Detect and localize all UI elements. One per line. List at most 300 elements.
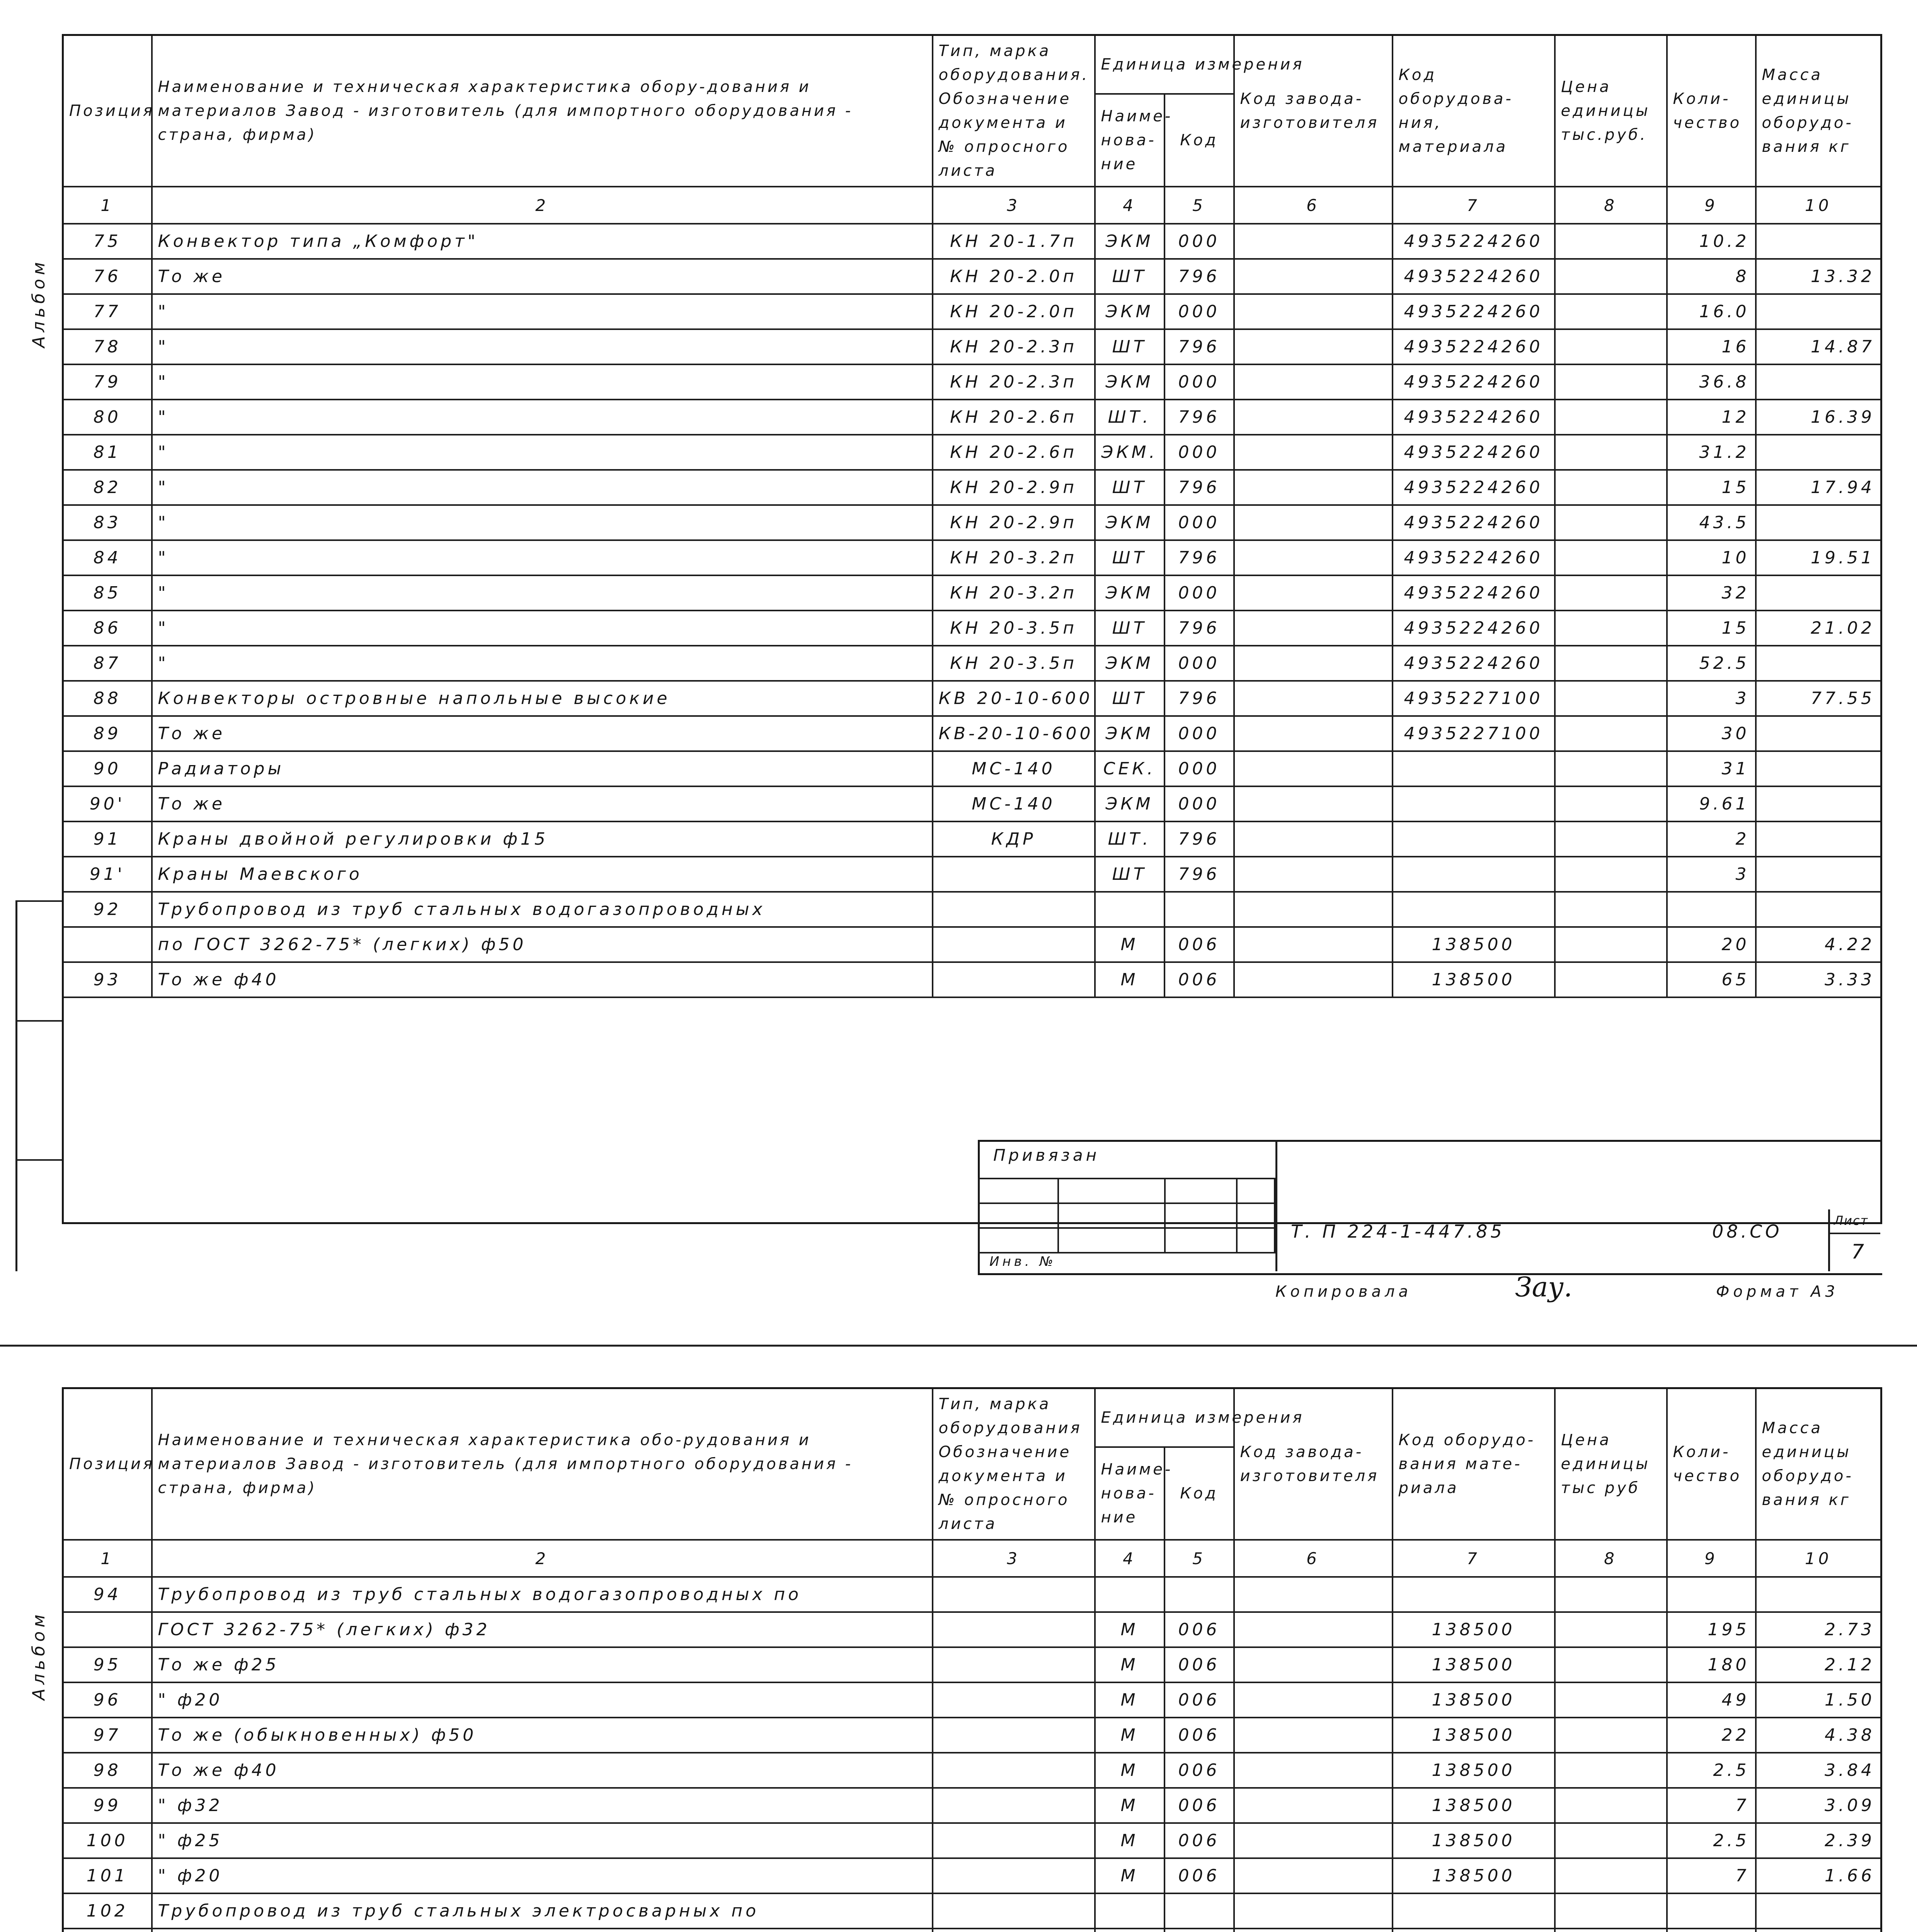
cell-qty: 180 <box>1667 1647 1756 1682</box>
cell-name: " <box>152 540 933 575</box>
cell-type <box>933 1788 1095 1823</box>
cell-un: ЭКМ <box>1095 294 1165 329</box>
cell-mass: 21.02 <box>1756 611 1881 646</box>
cell-mass <box>1756 505 1881 540</box>
cell-mass: 1.66 <box>1756 1858 1881 1893</box>
cell-pos: 92 <box>63 892 152 927</box>
table-row <box>63 716 1881 751</box>
cell-factory <box>1234 1682 1393 1718</box>
cell-un: ШТ <box>1095 259 1165 294</box>
cell-price <box>1555 400 1667 435</box>
table-row <box>63 505 1881 540</box>
cell-price <box>1555 892 1667 927</box>
cell-price <box>1555 646 1667 681</box>
cell-factory <box>1234 470 1393 505</box>
cell-code: 138500 <box>1393 1682 1555 1718</box>
cell-pos: 89 <box>63 716 152 751</box>
cell-un: СЕК. <box>1095 751 1165 786</box>
cell-factory <box>1234 400 1393 435</box>
cell-uc: 006 <box>1165 1612 1234 1647</box>
cell-factory <box>1234 1788 1393 1823</box>
cell-factory <box>1234 786 1393 821</box>
cell-price <box>1555 611 1667 646</box>
cell-code <box>1393 1893 1555 1929</box>
cell-name: " <box>152 435 933 470</box>
col-num: 8 <box>1555 187 1667 224</box>
cell-price <box>1555 435 1667 470</box>
cell-type <box>933 1858 1095 1893</box>
cell-price <box>1555 786 1667 821</box>
cell-price <box>1555 364 1667 400</box>
header-mass: Масса единицы оборудо-вания кг <box>1756 35 1881 187</box>
cell-un: ШТ <box>1095 470 1165 505</box>
cell-qty: 31.2 <box>1667 435 1756 470</box>
header-unit: Единица измерения <box>1095 1388 1234 1447</box>
header-price: Цена единицы тыс.руб. <box>1555 35 1667 187</box>
cell-pos: 91' <box>63 857 152 892</box>
cell-price <box>1555 927 1667 962</box>
cell-qty: 10 <box>1667 540 1756 575</box>
table-row <box>63 962 1881 997</box>
cell-type <box>933 892 1095 927</box>
col-num: 9 <box>1667 187 1756 224</box>
col-num: 1 <box>63 187 152 224</box>
cell-type <box>933 1612 1095 1647</box>
cell-uc: 006 <box>1165 1647 1234 1682</box>
cell-pos: 97 <box>63 1718 152 1753</box>
table-row <box>63 1858 1881 1893</box>
cell-code <box>1393 1577 1555 1612</box>
cell-uc: 006 <box>1165 1682 1234 1718</box>
cell-un <box>1095 892 1165 927</box>
cell-code <box>1393 821 1555 857</box>
table-row <box>63 400 1881 435</box>
cell-price <box>1555 505 1667 540</box>
cell-factory <box>1234 575 1393 611</box>
cell-un: М <box>1095 1647 1165 1682</box>
cell-type: КН 20-2.3п <box>933 329 1095 364</box>
cell-un: ШТ <box>1095 611 1165 646</box>
cell-type <box>933 1823 1095 1858</box>
cell-code: 4935224260 <box>1393 435 1555 470</box>
table-row <box>63 540 1881 575</box>
table-row <box>63 329 1881 364</box>
cell-mass <box>1756 751 1881 786</box>
cell-price <box>1555 1682 1667 1718</box>
cell-name: " <box>152 646 933 681</box>
cell-uc <box>1165 1577 1234 1612</box>
cell-type: КН 20-2.9п <box>933 470 1095 505</box>
cell-factory <box>1234 540 1393 575</box>
cell-pos <box>63 1929 152 1932</box>
cell-code: 138500 <box>1393 1718 1555 1753</box>
col-num: 5 <box>1165 187 1234 224</box>
table-row <box>63 1647 1881 1682</box>
cell-pos: 77 <box>63 294 152 329</box>
format-label-1: Формат А3 <box>1716 1283 1839 1301</box>
inv-label-1: Инв. № <box>989 1254 1056 1269</box>
table-row <box>63 1718 1881 1753</box>
cell-name: Трубопровод из труб стальных водогазопроводных <box>152 892 933 927</box>
cell-qty: 49 <box>1667 1682 1756 1718</box>
cell-qty: 7 <box>1667 1858 1756 1893</box>
cell-code: 4935224260 <box>1393 575 1555 611</box>
col-num: 7 <box>1393 187 1555 224</box>
attached-label-1: Привязан <box>993 1146 1100 1165</box>
cell-factory <box>1234 611 1393 646</box>
cell-qty: 3 <box>1667 857 1756 892</box>
cell-mass: 16.39 <box>1756 400 1881 435</box>
col-num: 7 <box>1393 1540 1555 1577</box>
cell-uc: 000 <box>1165 505 1234 540</box>
cell-uc: 006 <box>1165 927 1234 962</box>
cell-name: Трубопровод из труб стальных водогазопроводных по <box>152 1577 933 1612</box>
cell-uc <box>1165 892 1234 927</box>
cell-mass: 2.39 <box>1756 1823 1881 1858</box>
cell-uc: 796 <box>1165 540 1234 575</box>
cell-mass <box>1756 294 1881 329</box>
cell-pos: 85 <box>63 575 152 611</box>
cell-name: " ф25 <box>152 1823 933 1858</box>
cell-name: по ГОСТ 3262-75* (легких) ф50 <box>152 927 933 962</box>
cell-uc: 000 <box>1165 716 1234 751</box>
cell-code <box>1393 1929 1555 1932</box>
cell-factory <box>1234 962 1393 997</box>
cell-name: " <box>152 329 933 364</box>
cell-type: КН 20-2.6п <box>933 400 1095 435</box>
cell-mass: 77.55 <box>1756 681 1881 716</box>
cell-code: 138500 <box>1393 1823 1555 1858</box>
cell-factory <box>1234 1647 1393 1682</box>
cell-name: " <box>152 364 933 400</box>
cell-name: То же ф40 <box>152 962 933 997</box>
cell-name: ГОСТ 3262-75* (легких) ф32 <box>152 1612 933 1647</box>
cell-mass: 2.12 <box>1756 1647 1881 1682</box>
table-row <box>63 1753 1881 1788</box>
cell-mass <box>1756 364 1881 400</box>
cell-mass <box>1756 786 1881 821</box>
cell-name: " <box>152 470 933 505</box>
cell-code: 4935224260 <box>1393 470 1555 505</box>
cell-factory <box>1234 716 1393 751</box>
cell-price <box>1555 540 1667 575</box>
table-row <box>63 892 1881 927</box>
copied-label-1: Копировала <box>1275 1283 1412 1301</box>
cell-code: 138500 <box>1393 1753 1555 1788</box>
cell-name: Конвекторы островные напольные высокие <box>152 681 933 716</box>
cell-qty: 9.61 <box>1667 786 1756 821</box>
cell-code: 4935227100 <box>1393 716 1555 751</box>
cell-un: ЭКМ <box>1095 224 1165 259</box>
table-row <box>63 751 1881 786</box>
table-row <box>63 1682 1881 1718</box>
cell-name: " <box>152 575 933 611</box>
cell-uc: 796 <box>1165 611 1234 646</box>
cell-uc: 796 <box>1165 400 1234 435</box>
cell-mass: 3.09 <box>1756 1788 1881 1823</box>
cell-name: То же <box>152 716 933 751</box>
cell-factory <box>1234 892 1393 927</box>
table-row <box>63 224 1881 259</box>
cell-pos: 95 <box>63 1647 152 1682</box>
cell-qty: 7 <box>1667 1788 1756 1823</box>
col-num: 5 <box>1165 1540 1234 1577</box>
section-code-1: 08.СО <box>1712 1221 1783 1242</box>
table-row <box>63 646 1881 681</box>
cell-type: КН 20-2.0п <box>933 294 1095 329</box>
header-factory: Код завода-изготовителя <box>1234 1388 1393 1540</box>
signature-1: Зау. <box>1515 1271 1573 1303</box>
cell-name: То же (обыкновенных) ф50 <box>152 1718 933 1753</box>
cell-qty: 30 <box>1667 716 1756 751</box>
cell-name: " <box>152 400 933 435</box>
cell-un: М <box>1095 1788 1165 1823</box>
cell-type <box>933 1929 1095 1932</box>
cell-type <box>933 962 1095 997</box>
cell-uc: 006 <box>1165 1858 1234 1893</box>
cell-name: То же <box>152 259 933 294</box>
table-row <box>63 857 1881 892</box>
cell-un: ЭКМ <box>1095 364 1165 400</box>
table-row <box>63 927 1881 962</box>
cell-uc: 796 <box>1165 681 1234 716</box>
cell-uc: 000 <box>1165 364 1234 400</box>
cell-code: 4935227100 <box>1393 681 1555 716</box>
cell-uc: 006 <box>1165 1753 1234 1788</box>
cell-code: 4935224260 <box>1393 364 1555 400</box>
cell-factory <box>1234 505 1393 540</box>
cell-type <box>933 927 1095 962</box>
col-num: 2 <box>152 187 933 224</box>
cell-price <box>1555 329 1667 364</box>
cell-un: М <box>1095 1753 1165 1788</box>
cell-price <box>1555 224 1667 259</box>
cell-price <box>1555 821 1667 857</box>
cell-price <box>1555 1647 1667 1682</box>
cell-uc: 796 <box>1165 329 1234 364</box>
table-row <box>63 575 1881 611</box>
cell-factory <box>1234 1753 1393 1788</box>
cell-un: ШТ. <box>1095 400 1165 435</box>
cell-type <box>933 857 1095 892</box>
cell-uc: 006 <box>1165 1788 1234 1823</box>
cell-un: М <box>1095 1718 1165 1753</box>
cell-price <box>1555 716 1667 751</box>
cell-name: " <box>152 294 933 329</box>
cell-factory <box>1234 1929 1393 1932</box>
cell-uc: 796 <box>1165 821 1234 857</box>
cell-price <box>1555 1858 1667 1893</box>
cell-qty: 22 <box>1667 1718 1756 1753</box>
cell-factory <box>1234 927 1393 962</box>
table-row <box>63 1823 1881 1858</box>
cell-pos: 91 <box>63 821 152 857</box>
cell-pos: 101 <box>63 1858 152 1893</box>
table-row <box>63 1929 1881 1932</box>
cell-qty: 32 <box>1667 575 1756 611</box>
cell-pos: 100 <box>63 1823 152 1858</box>
cell-mass: 4.38 <box>1756 1718 1881 1753</box>
cell-code <box>1393 751 1555 786</box>
cell-qty: 43.5 <box>1667 505 1756 540</box>
cell-price <box>1555 751 1667 786</box>
cell-pos: 82 <box>63 470 152 505</box>
cell-pos: 84 <box>63 540 152 575</box>
cell-un: М <box>1095 927 1165 962</box>
cell-price <box>1555 681 1667 716</box>
cell-uc: 000 <box>1165 751 1234 786</box>
cell-name: То же <box>152 786 933 821</box>
cell-name: Радиаторы <box>152 751 933 786</box>
cell-uc: 796 <box>1165 857 1234 892</box>
header-unit-code: Код <box>1165 1447 1234 1540</box>
cell-type <box>933 1753 1095 1788</box>
cell-code: 4935224260 <box>1393 259 1555 294</box>
cell-mass <box>1756 575 1881 611</box>
cell-mass <box>1756 435 1881 470</box>
header-pos: Позиция <box>63 35 152 187</box>
cell-qty: 65 <box>1667 962 1756 997</box>
col-num: 6 <box>1234 187 1393 224</box>
attached-grid-1 <box>978 1178 1275 1253</box>
cell-pos: 94 <box>63 1577 152 1612</box>
cell-un: ШТ <box>1095 540 1165 575</box>
cell-qty: 8 <box>1667 259 1756 294</box>
cell-factory <box>1234 1612 1393 1647</box>
cell-code: 4935224260 <box>1393 540 1555 575</box>
cell-name: Краны двойной регулировки ф15 <box>152 821 933 857</box>
cell-price <box>1555 1753 1667 1788</box>
cell-uc: 006 <box>1165 1718 1234 1753</box>
cell-pos: 88 <box>63 681 152 716</box>
cell-mass <box>1756 857 1881 892</box>
col-num: 3 <box>933 187 1095 224</box>
cell-code: 138500 <box>1393 962 1555 997</box>
cell-un: ШТ <box>1095 857 1165 892</box>
cell-type: КВ-20-10-600 <box>933 716 1095 751</box>
cell-qty: 10.2 <box>1667 224 1756 259</box>
cell-type: КН 20-2.9п <box>933 505 1095 540</box>
cell-pos: 102 <box>63 1893 152 1929</box>
cell-code: 138500 <box>1393 1647 1555 1682</box>
cell-factory <box>1234 857 1393 892</box>
cell-name: То же ф25 <box>152 1647 933 1682</box>
cell-type <box>933 1577 1095 1612</box>
cell-un: ЭКМ <box>1095 505 1165 540</box>
cell-un: М <box>1095 1682 1165 1718</box>
cell-type: КН 20-2.6п <box>933 435 1095 470</box>
cell-un: ЭКМ <box>1095 646 1165 681</box>
cell-type: КН 20-3.5п <box>933 646 1095 681</box>
col-num: 2 <box>152 1540 933 1577</box>
col-num: 6 <box>1234 1540 1393 1577</box>
cell-type: КДР <box>933 821 1095 857</box>
cell-factory <box>1234 435 1393 470</box>
cell-un: М <box>1095 962 1165 997</box>
header-name: Наименование и техническая характеристика обору-дования и материалов Завод - изготовитель (для импортного оборудования - страна, фирма) <box>152 35 933 187</box>
cell-un: ЭКМ <box>1095 786 1165 821</box>
table-row <box>63 611 1881 646</box>
header-equip-code: Код оборудо-вания мате-риала <box>1393 1388 1555 1540</box>
cell-code: 4935224260 <box>1393 329 1555 364</box>
cell-uc <box>1165 1929 1234 1932</box>
cell-price <box>1555 962 1667 997</box>
album-label-1: Альбом <box>29 258 49 348</box>
cell-uc: 000 <box>1165 786 1234 821</box>
cell-pos: 83 <box>63 505 152 540</box>
cell-qty: 20 <box>1667 927 1756 962</box>
spec-table-1 <box>62 34 1882 1224</box>
cell-name: " <box>152 505 933 540</box>
table-row <box>63 470 1881 505</box>
cell-pos: 96 <box>63 1682 152 1718</box>
column-numbers-row <box>63 1540 1881 1577</box>
cell-uc <box>1165 1893 1234 1929</box>
cell-code: 4935224260 <box>1393 224 1555 259</box>
cell-un <box>1095 1929 1165 1932</box>
cell-mass: 14.87 <box>1756 329 1881 364</box>
col-num: 10 <box>1756 187 1881 224</box>
table-row <box>63 681 1881 716</box>
cell-name <box>152 1929 933 1932</box>
header-name: Наименование и техническая характеристика обо-рудования и материалов Завод - изготовитель (для импортного оборудования - страна, фирма) <box>152 1388 933 1540</box>
cell-type: МС-140 <box>933 751 1095 786</box>
cell-mass: 4.22 <box>1756 927 1881 962</box>
doc-number-1: Т. П 224-1-447.85 <box>1291 1221 1505 1242</box>
cell-mass <box>1756 1929 1881 1932</box>
cell-qty: 15 <box>1667 611 1756 646</box>
header-mass: Масса единицы оборудо-вания кг <box>1756 1388 1881 1540</box>
cell-factory <box>1234 681 1393 716</box>
cell-un: М <box>1095 1612 1165 1647</box>
cell-code <box>1393 786 1555 821</box>
cell-pos <box>63 1612 152 1647</box>
cell-name: " ф20 <box>152 1858 933 1893</box>
cell-type <box>933 1682 1095 1718</box>
col-num: 8 <box>1555 1540 1667 1577</box>
column-numbers-row <box>63 187 1881 224</box>
cell-qty <box>1667 892 1756 927</box>
cell-mass <box>1756 716 1881 751</box>
header-qty: Коли-чество <box>1667 35 1756 187</box>
cell-factory <box>1234 751 1393 786</box>
cell-un <box>1095 1577 1165 1612</box>
header-unit-code: Код <box>1165 94 1234 187</box>
cell-price <box>1555 1823 1667 1858</box>
cell-un: ШТ <box>1095 329 1165 364</box>
cell-type: КН 20-3.2п <box>933 575 1095 611</box>
spec-table-2 <box>62 1387 1882 1932</box>
cell-code: 138500 <box>1393 1788 1555 1823</box>
cell-pos <box>63 927 152 962</box>
cell-price <box>1555 470 1667 505</box>
table-row <box>63 1893 1881 1929</box>
header-unit-name: Наиме-нова-ние <box>1095 94 1165 187</box>
cell-qty <box>1667 1929 1756 1932</box>
cell-uc: 000 <box>1165 294 1234 329</box>
cell-qty: 15 <box>1667 470 1756 505</box>
cell-qty: 195 <box>1667 1612 1756 1647</box>
cell-uc: 000 <box>1165 435 1234 470</box>
cell-mass <box>1756 1893 1881 1929</box>
cell-qty: 16 <box>1667 329 1756 364</box>
header-type: Тип, марка оборудования. Обозначение документа и № опросного листа <box>933 35 1095 187</box>
cell-code: 138500 <box>1393 1858 1555 1893</box>
cell-un: ЭКМ <box>1095 575 1165 611</box>
cell-pos: 93 <box>63 962 152 997</box>
cell-qty: 12 <box>1667 400 1756 435</box>
cell-name: " <box>152 611 933 646</box>
